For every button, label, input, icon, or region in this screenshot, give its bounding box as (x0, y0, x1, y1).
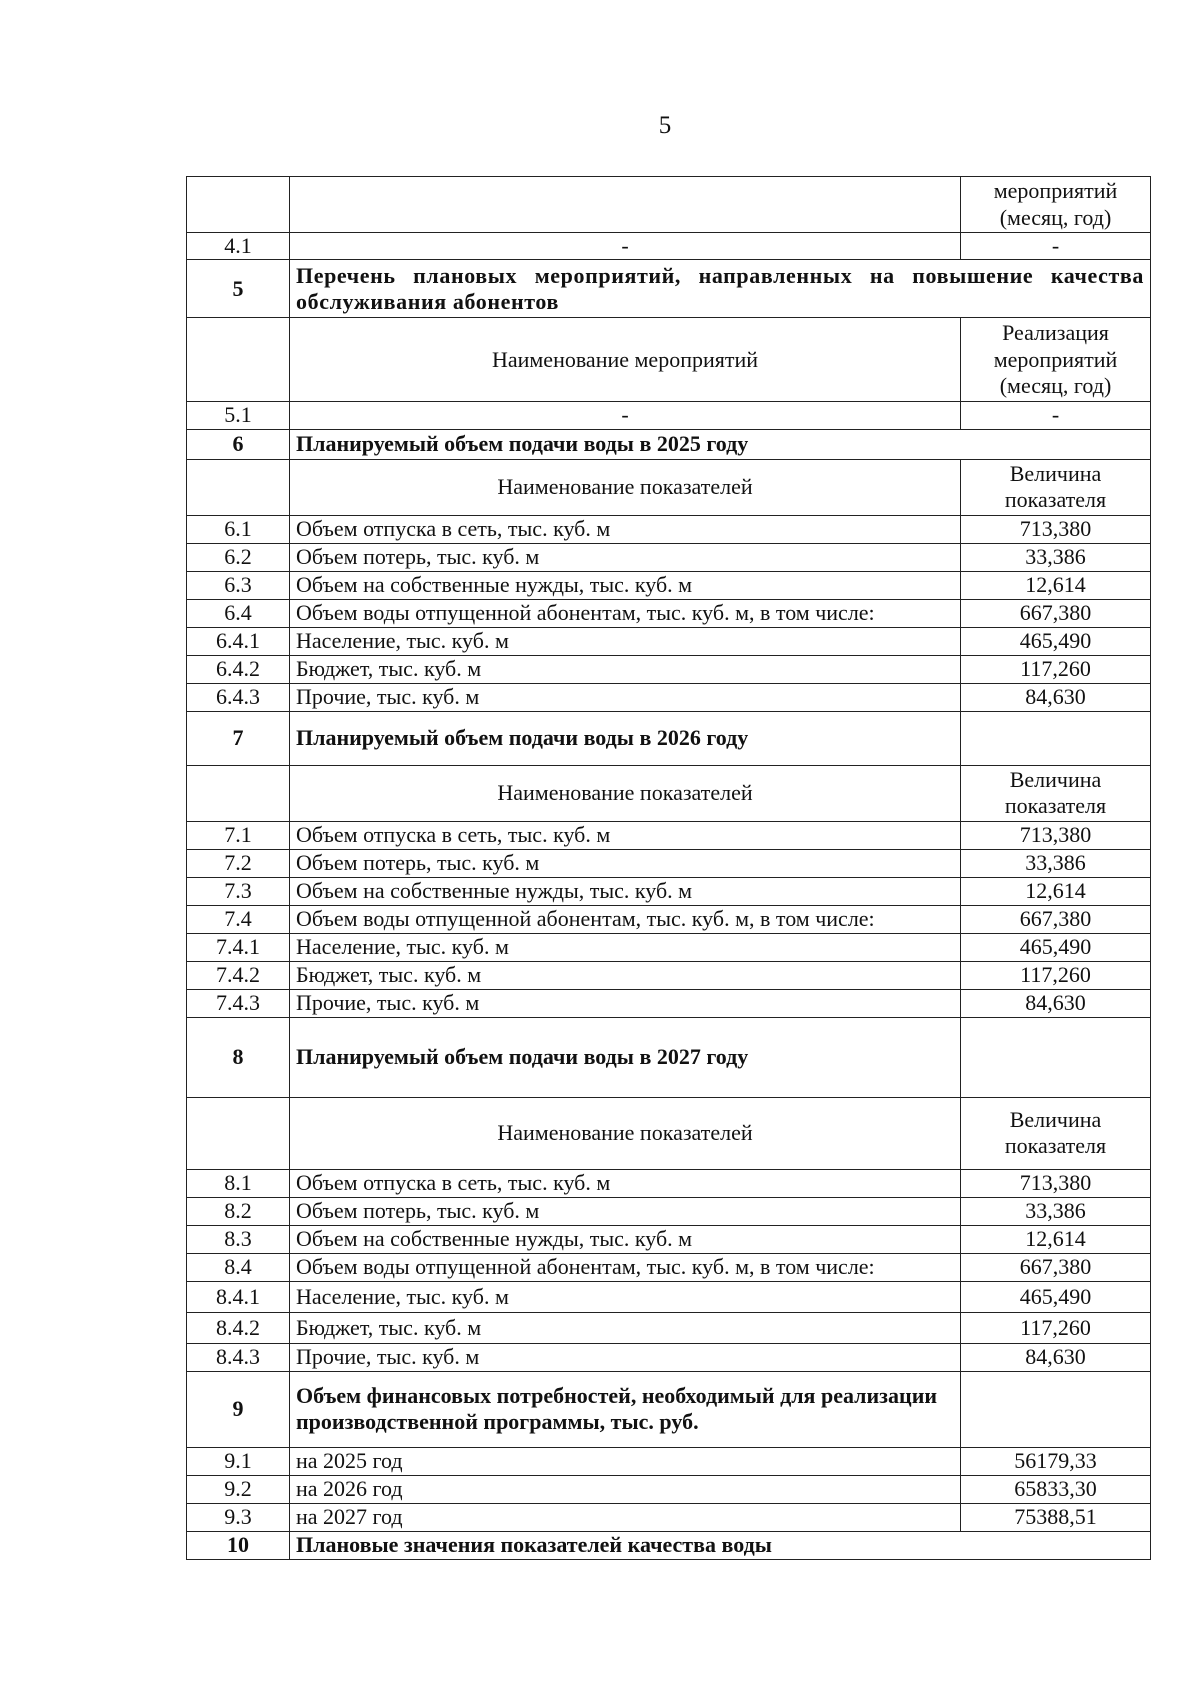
row-name: Объем отпуска в сеть, тыс. куб. м (290, 515, 961, 543)
table-row (187, 1503, 1151, 1531)
row-name: Объем потерь, тыс. куб. м (290, 1197, 961, 1225)
continuation-header-row (187, 177, 1151, 233)
row-number: 6.4.1 (187, 627, 290, 655)
table-row (187, 905, 1151, 933)
row-name: - (290, 402, 961, 429)
section-title: Объем финансовых потребностей, необходимый для реализации производственной программы, тыс. руб. (290, 1371, 961, 1447)
row-name: Объем на собственные нужды, тыс. куб. м (290, 1225, 961, 1253)
row-value: 12,614 (961, 571, 1151, 599)
row-name: на 2026 год (290, 1475, 961, 1503)
header-cell-name: Наименование показателей (290, 459, 961, 515)
table-row (187, 821, 1151, 849)
row-number: 7.4.1 (187, 933, 290, 961)
section-number: 7 (187, 711, 290, 765)
section-title-row (187, 260, 1151, 318)
row-value: - (961, 233, 1151, 260)
row-number: 8.2 (187, 1197, 290, 1225)
row-name: на 2025 год (290, 1447, 961, 1475)
row-name: на 2027 год (290, 1503, 961, 1531)
table-row (187, 849, 1151, 877)
row-value: 33,386 (961, 543, 1151, 571)
table-row (187, 961, 1151, 989)
table-row (187, 543, 1151, 571)
table-row (187, 1475, 1151, 1503)
row-value: 465,490 (961, 627, 1151, 655)
section-title-row (187, 429, 1151, 459)
header-cell-name: Наименование показателей (290, 765, 961, 821)
table-row (187, 1281, 1151, 1312)
section-title: Планируемый объем подачи воды в 2025 году (290, 429, 1151, 459)
table-row (187, 1343, 1151, 1371)
column-header-row (187, 765, 1151, 821)
row-number: 8.4.3 (187, 1343, 290, 1371)
row-name: Бюджет, тыс. куб. м (290, 961, 961, 989)
row-number: 8.4.1 (187, 1281, 290, 1312)
empty-cell (961, 1371, 1151, 1447)
section-number: 10 (187, 1531, 290, 1559)
row-name: Прочие, тыс. куб. м (290, 989, 961, 1017)
row-value: 117,260 (961, 1312, 1151, 1343)
row-number: 6.4.3 (187, 683, 290, 711)
row-name: Объем воды отпущенной абонентам, тыс. куб. м, в том числе: (290, 905, 961, 933)
production-program-table (186, 176, 1151, 1560)
row-name: Прочие, тыс. куб. м (290, 683, 961, 711)
row-number: 8.4.2 (187, 1312, 290, 1343)
row-number: 6.1 (187, 515, 290, 543)
row-number: 7.4.2 (187, 961, 290, 989)
column-header-row (187, 459, 1151, 515)
row-number: 6.3 (187, 571, 290, 599)
table-row (187, 655, 1151, 683)
section-number: 9 (187, 1371, 290, 1447)
row-name: Объем отпуска в сеть, тыс. куб. м (290, 1169, 961, 1197)
table-row (187, 1253, 1151, 1281)
section-title: Плановые значения показателей качества воды (290, 1531, 1151, 1559)
section-number: 6 (187, 429, 290, 459)
row-number: 7.2 (187, 849, 290, 877)
row-name: Бюджет, тыс. куб. м (290, 1312, 961, 1343)
row-name: Объем воды отпущенной абонентам, тыс. куб. м, в том числе: (290, 599, 961, 627)
table-row (187, 933, 1151, 961)
table-row (187, 1169, 1151, 1197)
row-name: Население, тыс. куб. м (290, 933, 961, 961)
row-value: 33,386 (961, 1197, 1151, 1225)
row-number: 7.3 (187, 877, 290, 905)
section-number: 5 (187, 260, 290, 318)
row-value: 12,614 (961, 877, 1151, 905)
row-value: 84,630 (961, 683, 1151, 711)
row-name: Объем на собственные нужды, тыс. куб. м (290, 877, 961, 905)
row-number: 4.1 (187, 233, 290, 260)
row-number: 6.4 (187, 599, 290, 627)
header-cell-implementation: мероприятий (месяц, год) (961, 177, 1151, 233)
empty-cell (187, 765, 290, 821)
row-value: 56179,33 (961, 1447, 1151, 1475)
row-value: 84,630 (961, 989, 1151, 1017)
row-name: Прочие, тыс. куб. м (290, 1343, 961, 1371)
empty-cell (187, 459, 290, 515)
row-name: Объем потерь, тыс. куб. м (290, 543, 961, 571)
row-name: Население, тыс. куб. м (290, 627, 961, 655)
header-cell-value: Реализация мероприятий (месяц, год) (961, 318, 1151, 402)
row-value: 75388,51 (961, 1503, 1151, 1531)
row-number: 6.4.2 (187, 655, 290, 683)
section-title: Планируемый объем подачи воды в 2026 году (290, 711, 961, 765)
empty-cell (961, 711, 1151, 765)
row-name: Население, тыс. куб. м (290, 1281, 961, 1312)
row-number: 6.2 (187, 543, 290, 571)
header-cell-value: Величина показателя (961, 1097, 1151, 1169)
page-number: 5 (658, 112, 672, 139)
empty-cell (187, 1097, 290, 1169)
table-row (187, 233, 1151, 260)
row-value: 713,380 (961, 1169, 1151, 1197)
table-row (187, 402, 1151, 429)
row-value: 117,260 (961, 655, 1151, 683)
row-value: 117,260 (961, 961, 1151, 989)
row-name: Объем потерь, тыс. куб. м (290, 849, 961, 877)
empty-cell (961, 1017, 1151, 1097)
row-number: 8.1 (187, 1169, 290, 1197)
empty-cell (187, 177, 290, 233)
table-row (187, 1197, 1151, 1225)
table-row (187, 877, 1151, 905)
empty-cell (290, 177, 961, 233)
row-number: 8.3 (187, 1225, 290, 1253)
row-name: Объем на собственные нужды, тыс. куб. м (290, 571, 961, 599)
section-title-row (187, 1371, 1151, 1447)
row-number: 8.4 (187, 1253, 290, 1281)
table-row (187, 1312, 1151, 1343)
row-number: 7.1 (187, 821, 290, 849)
row-number: 7.4.3 (187, 989, 290, 1017)
row-value: 667,380 (961, 905, 1151, 933)
row-value: 65833,30 (961, 1475, 1151, 1503)
section-title-row (187, 1531, 1151, 1559)
row-number: 9.2 (187, 1475, 290, 1503)
row-number: 9.1 (187, 1447, 290, 1475)
row-value: 713,380 (961, 821, 1151, 849)
row-value: - (961, 402, 1151, 429)
header-cell-value: Величина показателя (961, 459, 1151, 515)
section-title-row (187, 711, 1151, 765)
row-value: 12,614 (961, 1225, 1151, 1253)
column-header-row (187, 1097, 1151, 1169)
section-number: 8 (187, 1017, 290, 1097)
row-name: Объем отпуска в сеть, тыс. куб. м (290, 821, 961, 849)
section-title: Перечень плановых мероприятий, направленных на повышение качества обслуживания абонентов (290, 260, 1151, 318)
row-number: 9.3 (187, 1503, 290, 1531)
row-value: 667,380 (961, 599, 1151, 627)
column-header-row (187, 318, 1151, 402)
table-row (187, 1225, 1151, 1253)
table-row (187, 989, 1151, 1017)
header-cell-name: Наименование показателей (290, 1097, 961, 1169)
table-row (187, 515, 1151, 543)
empty-cell (187, 318, 290, 402)
table-row (187, 571, 1151, 599)
header-cell-value: Величина показателя (961, 765, 1151, 821)
table-row (187, 1447, 1151, 1475)
table-row (187, 599, 1151, 627)
row-name: Бюджет, тыс. куб. м (290, 655, 961, 683)
row-value: 713,380 (961, 515, 1151, 543)
table-row (187, 683, 1151, 711)
row-value: 465,490 (961, 933, 1151, 961)
row-name: - (290, 233, 961, 260)
table-row (187, 627, 1151, 655)
row-value: 667,380 (961, 1253, 1151, 1281)
row-number: 5.1 (187, 402, 290, 429)
section-title: Планируемый объем подачи воды в 2027 году (290, 1017, 961, 1097)
row-name: Объем воды отпущенной абонентам, тыс. куб. м, в том числе: (290, 1253, 961, 1281)
row-value: 84,630 (961, 1343, 1151, 1371)
row-value: 465,490 (961, 1281, 1151, 1312)
row-value: 33,386 (961, 849, 1151, 877)
header-cell-name: Наименование мероприятий (290, 318, 961, 402)
section-title-row (187, 1017, 1151, 1097)
row-number: 7.4 (187, 905, 290, 933)
